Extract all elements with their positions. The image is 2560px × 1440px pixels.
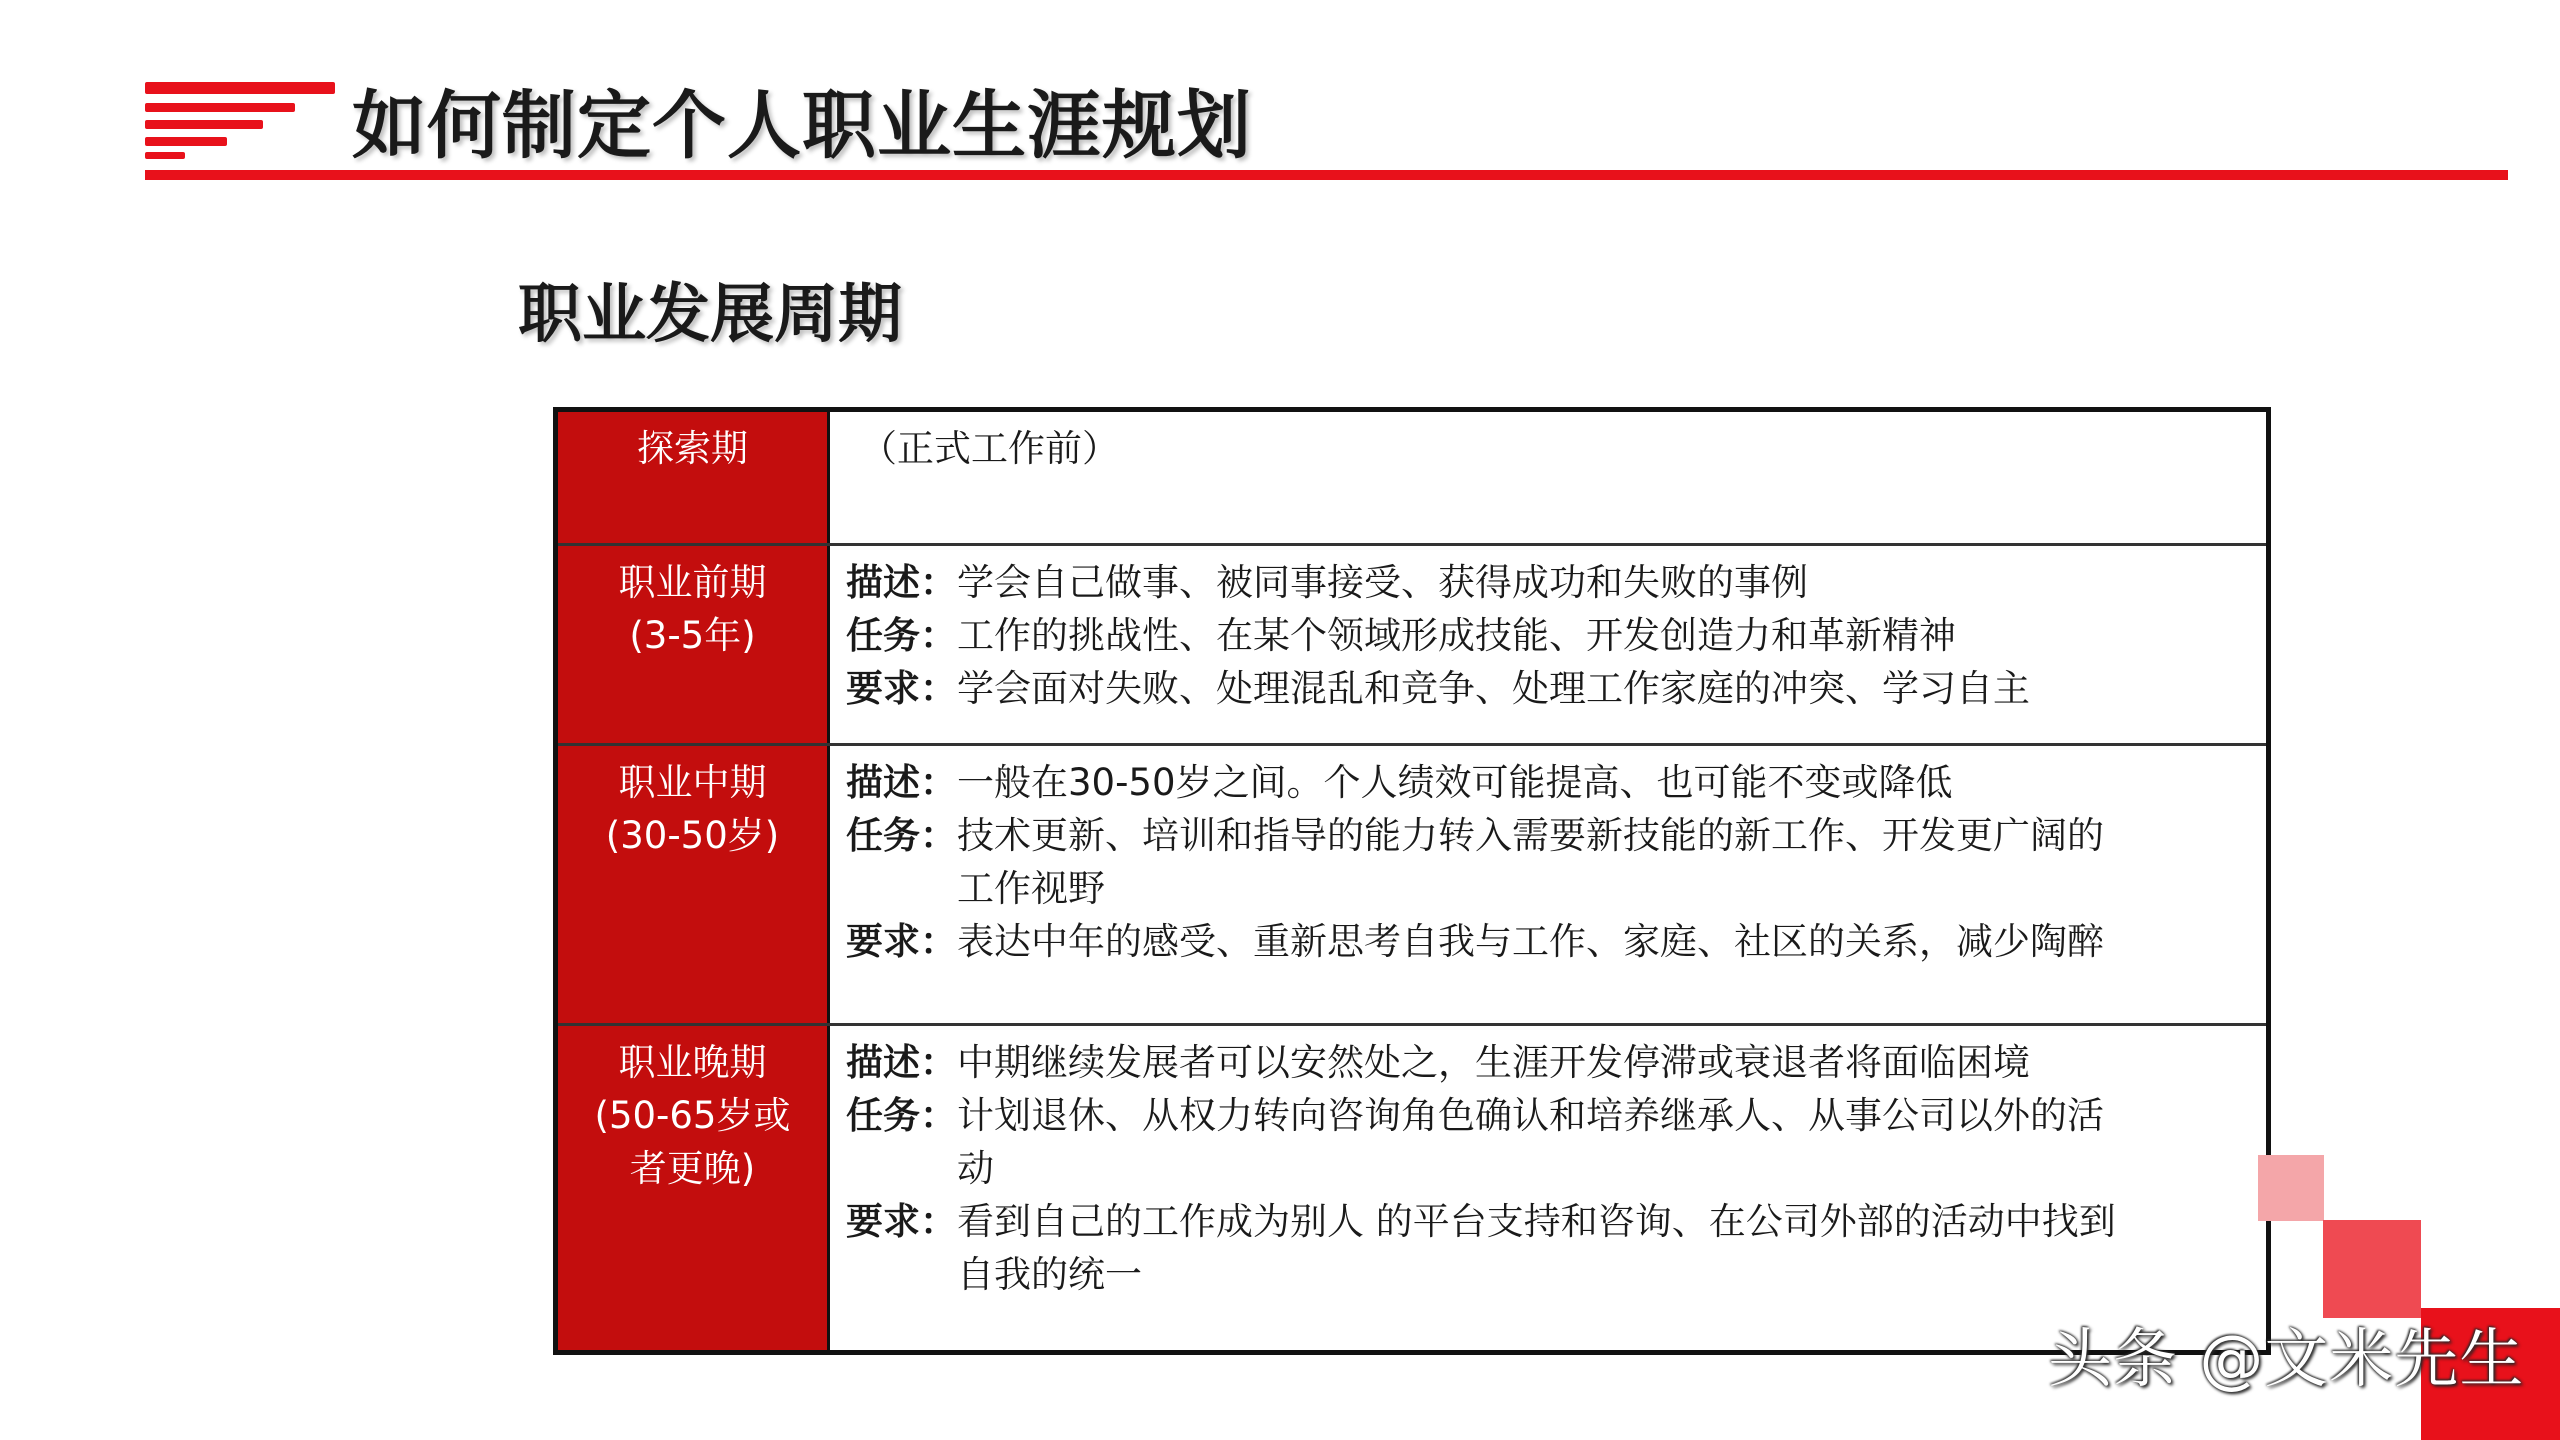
stage-name: 职业晚期 [618,1041,767,1084]
decorative-square [2258,1155,2324,1221]
task-label: 任务： [846,814,957,857]
describe-text: 中期继续发展者可以安然处之，生涯开发停滞或衰退者将面临困境 [957,1041,2030,1084]
stage-cell [558,546,830,743]
stage-name: 职业前期 [618,561,767,604]
task-line [846,609,2250,662]
stage-note: （正式工作前） [860,427,1119,470]
require-label: 要求： [846,1200,957,1243]
stage-cell [558,412,830,543]
stage-range: (3-5年) [629,614,756,657]
describe-label: 描述： [846,761,957,804]
details-cell [830,546,2266,743]
task-line [846,809,2250,915]
section-subtitle: 职业发展周期 [518,278,902,352]
page-title: 如何制定个人职业生涯规划 [352,83,1252,169]
require-label: 要求： [846,667,957,710]
details-cell [830,412,2266,543]
describe-text: 学会自己做事、被同事接受、获得成功和失败的事例 [957,561,1808,604]
require-line [846,1195,2250,1301]
table-row [558,746,2266,1026]
describe-line [846,556,2250,609]
require-text: 学会面对失败、处理混乱和竞争、处理工作家庭的冲突、学习自主 [957,667,2030,710]
require-line [846,662,2250,715]
table-row [558,412,2266,546]
require-line [846,915,2250,968]
decorative-square [2323,1220,2421,1318]
task-text: 工作的挑战性、在某个领域形成技能、开发创造力和革新精神 [957,614,1956,657]
require-text: 表达中年的感受、重新思考自我与工作、家庭、社区的关系，减少陶醉 [957,920,2104,963]
describe-line [846,756,2250,809]
career-cycle-table [553,407,2271,1355]
describe-label: 描述： [846,1041,957,1084]
stage-name: 职业中期 [618,761,767,804]
title-divider [145,170,2508,180]
require-label: 要求： [846,920,957,963]
stage-range: (50-65岁或者更晚) [594,1094,791,1190]
watermark: 头条 @文米先生 [2048,1323,2525,1397]
describe-line [846,1036,2250,1089]
stage-cell [558,746,830,1023]
logo-stripes-icon [145,82,335,162]
describe-text: 一般在30-50岁之间。个人绩效可能提高、也可能不变或降低 [957,761,1953,804]
task-label: 任务： [846,614,957,657]
stage-name: 探索期 [637,427,748,470]
stage-range: (30-50岁) [605,814,780,857]
table-row [558,1026,2266,1350]
task-text: 计划退休、从权力转向咨询角色确认和培养继承人、从事公司以外的活动 [957,1094,2104,1190]
task-text: 技术更新、培训和指导的能力转入需要新技能的新工作、开发更广阔的工作视野 [957,814,2104,910]
stage-cell [558,1026,830,1350]
table-row [558,546,2266,746]
describe-label: 描述： [846,561,957,604]
details-cell [830,746,2266,1023]
task-label: 任务： [846,1094,957,1137]
details-cell [830,1026,2266,1350]
require-text: 看到自己的工作成为别人 的平台支持和咨询、在公司外部的活动中找到自我的统一 [957,1200,2116,1296]
task-line [846,1089,2250,1195]
